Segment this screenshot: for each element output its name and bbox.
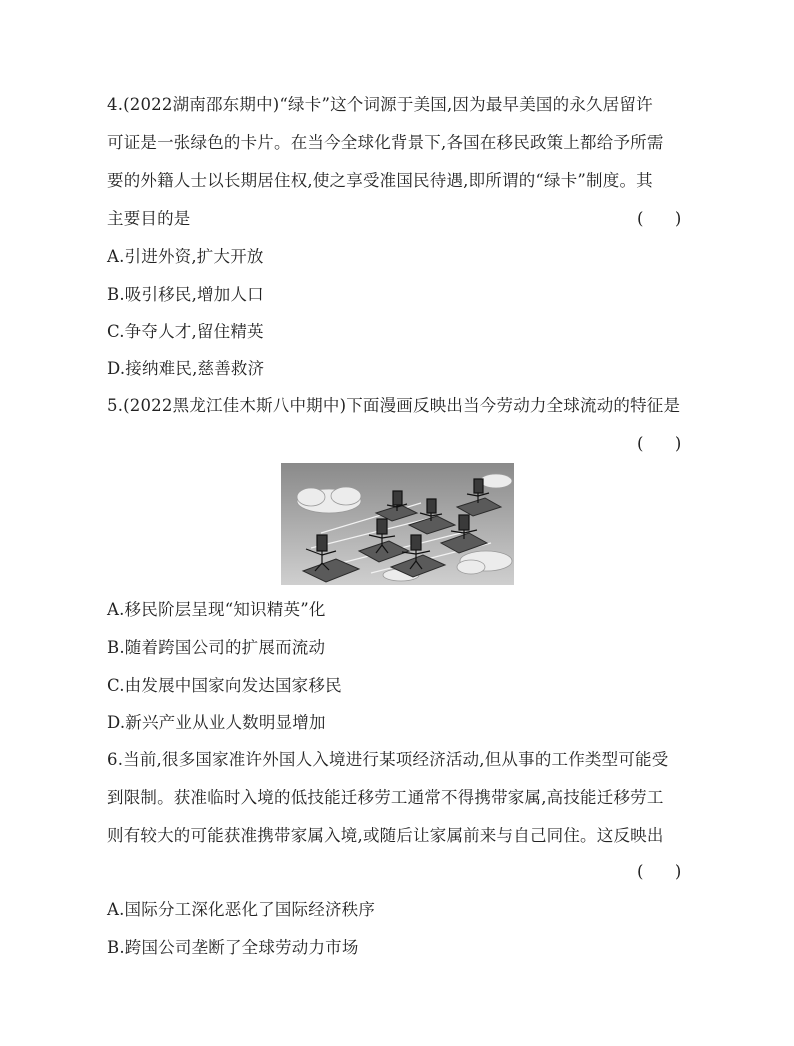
q5-option-a: A.移民阶层呈现“知识精英”化 [107,600,326,619]
q6-option-a: A.国际分工深化恶化了国际经济秩序 [107,900,376,919]
q4-stem-line-2: 可证是一张绿色的卡片。在当今全球化背景下,各国在移民政策上都给予所需 [107,133,664,152]
q4-option-a: A.引进外资,扩大开放 [107,247,264,266]
q6-stem-line-1: 6.当前,很多国家准许外国人入境进行某项经济活动,但从事的工作类型可能受 [107,750,669,769]
q6-answer-blank: ( ) [637,862,682,881]
q5-option-c: C.由发展中国家向发达国家移民 [107,676,342,695]
q5-answer-blank: ( ) [637,434,682,453]
q4-answer-blank: ( ) [637,209,682,228]
q5-option-d: D.新兴产业从业人数明显增加 [107,713,326,732]
q5-option-b: B.随着跨国公司的扩展而流动 [107,638,326,657]
q4-option-c: C.争夺人才,留住精英 [107,322,264,341]
q4-stem-line-3: 要的外籍人士以长期居住权,使之享受准国民待遇,即所谓的“绿卡”制度。其 [107,171,653,190]
q4-stem-line-1: 4.(2022湖南邵东期中)“绿卡”这个词源于美国,因为最早美国的永久居留许 [107,95,653,114]
q6-stem-line-3: 则有较大的可能获准携带家属入境,或随后让家属前来与自己同住。这反映出 [107,826,664,845]
q6-option-b: B.跨国公司垄断了全球劳动力市场 [107,938,359,957]
q6-stem-line-2: 到限制。获准临时入境的低技能迁移劳工通常不得携带家属,高技能迁移劳工 [107,788,664,807]
cartoon-workers-on-flying-carpets-icon [281,463,514,585]
q4-stem-line-4: 主要目的是 [107,209,191,228]
q5-stem-line-1: 5.(2022黑龙江佳木斯八中期中)下面漫画反映出当今劳动力全球流动的特征是 [107,396,681,415]
q4-option-b: B.吸引移民,增加人口 [107,285,264,304]
q4-option-d: D.接纳难民,慈善救济 [107,359,265,378]
